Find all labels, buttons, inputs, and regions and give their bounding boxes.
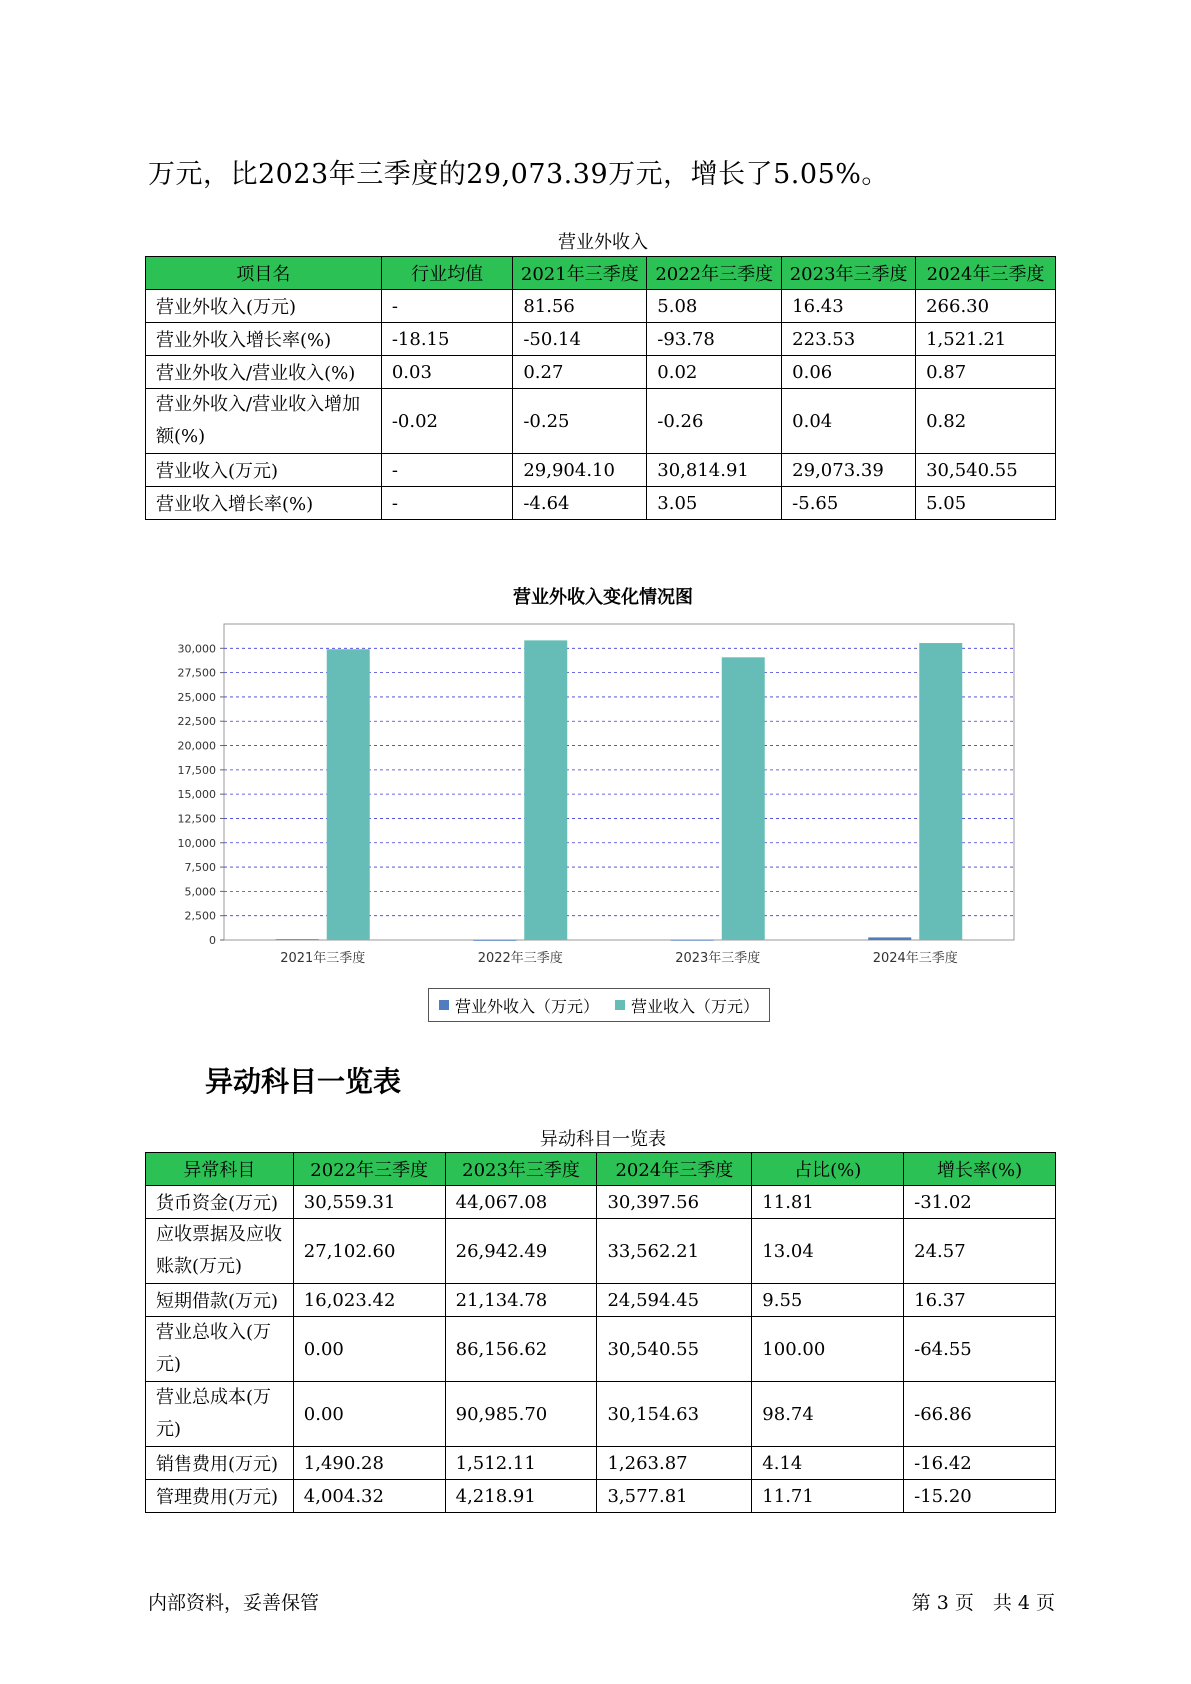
table1-caption: 营业外收入 xyxy=(558,232,648,253)
bar-operating-revenue xyxy=(524,640,567,940)
table-cell: -5.65 xyxy=(782,487,916,520)
table-cell: 0.27 xyxy=(513,356,647,389)
table-cell: 0.87 xyxy=(916,356,1056,389)
y-tick-label: 0 xyxy=(209,934,216,947)
y-tick-label: 25,000 xyxy=(177,690,216,704)
legend-item xyxy=(439,994,599,1017)
table-cell: 0.03 xyxy=(381,356,513,389)
x-tick-label: 2023年三季度 xyxy=(675,951,761,966)
table-cell: -66.86 xyxy=(904,1382,1056,1447)
table-cell: 29,073.39 xyxy=(782,454,916,487)
table-cell: - xyxy=(381,290,513,323)
table-cell: 24.57 xyxy=(904,1219,1056,1284)
y-tick-label: 15,000 xyxy=(177,788,216,802)
y-tick-label: 12,500 xyxy=(177,812,216,826)
table-cell: 223.53 xyxy=(782,323,916,356)
table-cell: 16,023.42 xyxy=(293,1284,445,1317)
bar-nonoperating-income xyxy=(868,937,911,940)
table2-caption: 异动科目一览表 xyxy=(540,1129,666,1150)
chart-title: 营业外收入变化情况图 xyxy=(513,587,693,608)
table-cell: 营业总成本(万元) xyxy=(146,1382,294,1447)
column-header: 2021年三季度 xyxy=(513,257,647,290)
table-cell: 30,154.63 xyxy=(597,1382,752,1447)
table-row xyxy=(146,323,1056,356)
table-cell: 27,102.60 xyxy=(293,1219,445,1284)
y-tick-label: 22,500 xyxy=(177,715,216,729)
table-cell: -15.20 xyxy=(904,1480,1056,1513)
y-tick-label: 20,000 xyxy=(177,739,216,753)
y-tick-label: 27,500 xyxy=(177,666,216,680)
table-cell: 货币资金(万元) xyxy=(146,1186,294,1219)
column-header: 占比(%) xyxy=(752,1153,904,1186)
table-cell: 营业外收入(万元) xyxy=(146,290,382,323)
table-cell: -18.15 xyxy=(381,323,513,356)
column-header: 2023年三季度 xyxy=(445,1153,597,1186)
table-cell: 3.05 xyxy=(647,487,782,520)
table-cell: 销售费用(万元) xyxy=(146,1447,294,1480)
y-tick-label: 5,000 xyxy=(184,885,216,899)
table-cell: 营业外收入/营业收入(%) xyxy=(146,356,382,389)
table-cell: -4.64 xyxy=(513,487,647,520)
bar-nonoperating-income xyxy=(671,940,714,941)
table-cell: -93.78 xyxy=(647,323,782,356)
table-cell: 24,594.45 xyxy=(597,1284,752,1317)
table-row xyxy=(146,454,1056,487)
bar-operating-revenue xyxy=(919,643,962,940)
table-cell: 1,521.21 xyxy=(916,323,1056,356)
table-row xyxy=(146,1382,1056,1447)
table-row xyxy=(146,1317,1056,1382)
table-cell: -0.02 xyxy=(381,389,513,454)
table-cell: 5.05 xyxy=(916,487,1056,520)
table-cell: 5.08 xyxy=(647,290,782,323)
table-cell: -50.14 xyxy=(513,323,647,356)
table-cell: 0.00 xyxy=(293,1382,445,1447)
table-cell: 4,004.32 xyxy=(293,1480,445,1513)
bar-nonoperating-income xyxy=(473,940,516,941)
table-cell: 0.00 xyxy=(293,1317,445,1382)
table-cell: 30,540.55 xyxy=(597,1317,752,1382)
y-tick-label: 7,500 xyxy=(184,861,216,875)
table-cell: 0.02 xyxy=(647,356,782,389)
table-cell: 1,512.11 xyxy=(445,1447,597,1480)
table-cell: 营业收入(万元) xyxy=(146,454,382,487)
table-cell: 30,814.91 xyxy=(647,454,782,487)
y-tick-label: 17,500 xyxy=(177,763,216,777)
table-row xyxy=(146,1480,1056,1513)
table-header-row xyxy=(146,1153,1056,1186)
table-cell: 应收票据及应收账款(万元) xyxy=(146,1219,294,1284)
table-row xyxy=(146,1447,1056,1480)
table-cell: 1,490.28 xyxy=(293,1447,445,1480)
table-cell: 0.04 xyxy=(782,389,916,454)
footer-page-number: 第 3 页 共 4 页 xyxy=(911,1592,1055,1614)
table-cell: -0.26 xyxy=(647,389,782,454)
bar-operating-revenue xyxy=(722,657,765,940)
bar-chart xyxy=(150,620,1030,980)
x-tick-label: 2022年三季度 xyxy=(477,951,563,966)
intro-paragraph: 万元，比2023年三季度的29,073.39万元，增长了5.05%。 xyxy=(148,159,889,190)
x-tick-label: 2021年三季度 xyxy=(280,951,366,966)
table-cell: - xyxy=(381,487,513,520)
table-cell: 266.30 xyxy=(916,290,1056,323)
table-row xyxy=(146,389,1056,454)
y-tick-label: 2,500 xyxy=(184,909,216,923)
column-header: 异常科目 xyxy=(146,1153,294,1186)
legend-swatch xyxy=(615,1000,625,1010)
table-row xyxy=(146,487,1056,520)
column-header: 2022年三季度 xyxy=(647,257,782,290)
legend-item xyxy=(615,994,759,1017)
table-cell: 0.82 xyxy=(916,389,1056,454)
table-cell: -0.25 xyxy=(513,389,647,454)
table-cell: 0.06 xyxy=(782,356,916,389)
table-cell: -16.42 xyxy=(904,1447,1056,1480)
table-cell: 1,263.87 xyxy=(597,1447,752,1480)
bar-nonoperating-income xyxy=(276,939,319,940)
table-cell: 33,562.21 xyxy=(597,1219,752,1284)
abnormal-items-table xyxy=(145,1152,1056,1513)
bar-operating-revenue xyxy=(327,649,370,940)
table-cell: 30,559.31 xyxy=(293,1186,445,1219)
nonoperating-income-table xyxy=(145,256,1056,520)
legend-label: 营业外收入（万元） xyxy=(455,996,600,1016)
table-cell: - xyxy=(381,454,513,487)
table-cell: 86,156.62 xyxy=(445,1317,597,1382)
table-row xyxy=(146,1284,1056,1317)
table-cell: 30,397.56 xyxy=(597,1186,752,1219)
table-cell: 44,067.08 xyxy=(445,1186,597,1219)
y-tick-label: 30,000 xyxy=(177,642,216,656)
chart-legend xyxy=(428,988,770,1022)
table-cell: -64.55 xyxy=(904,1317,1056,1382)
footer-confidential-note: 内部资料，妥善保管 xyxy=(148,1592,320,1614)
table-cell: 9.55 xyxy=(752,1284,904,1317)
table-cell: 16.43 xyxy=(782,290,916,323)
table-cell: 营业总收入(万元) xyxy=(146,1317,294,1382)
table-cell: 30,540.55 xyxy=(916,454,1056,487)
table-row xyxy=(146,356,1056,389)
column-header: 2022年三季度 xyxy=(293,1153,445,1186)
column-header: 项目名 xyxy=(146,257,382,290)
table-cell: 营业收入增长率(%) xyxy=(146,487,382,520)
table-cell: 营业外收入增长率(%) xyxy=(146,323,382,356)
table-row xyxy=(146,1186,1056,1219)
table-cell: 81.56 xyxy=(513,290,647,323)
table-cell: 4.14 xyxy=(752,1447,904,1480)
y-tick-label: 10,000 xyxy=(177,836,216,850)
column-header: 2024年三季度 xyxy=(597,1153,752,1186)
table-cell: 90,985.70 xyxy=(445,1382,597,1447)
table-cell: 21,134.78 xyxy=(445,1284,597,1317)
column-header: 增长率(%) xyxy=(904,1153,1056,1186)
x-tick-label: 2024年三季度 xyxy=(872,951,958,966)
legend-swatch xyxy=(439,1000,449,1010)
table-row xyxy=(146,1219,1056,1284)
table-cell: 26,942.49 xyxy=(445,1219,597,1284)
section-heading: 异动科目一览表 xyxy=(205,1065,402,1098)
table-cell: 11.81 xyxy=(752,1186,904,1219)
table-cell: 16.37 xyxy=(904,1284,1056,1317)
table-row xyxy=(146,290,1056,323)
table-header-row xyxy=(146,257,1056,290)
table-cell: 11.71 xyxy=(752,1480,904,1513)
table-cell: 100.00 xyxy=(752,1317,904,1382)
table-cell: 4,218.91 xyxy=(445,1480,597,1513)
table-cell: 98.74 xyxy=(752,1382,904,1447)
table-cell: -31.02 xyxy=(904,1186,1056,1219)
table-cell: 营业外收入/营业收入增加额(%) xyxy=(146,389,382,454)
column-header: 2024年三季度 xyxy=(916,257,1056,290)
table-cell: 管理费用(万元) xyxy=(146,1480,294,1513)
column-header: 行业均值 xyxy=(381,257,513,290)
table-cell: 短期借款(万元) xyxy=(146,1284,294,1317)
table-cell: 29,904.10 xyxy=(513,454,647,487)
table-cell: 13.04 xyxy=(752,1219,904,1284)
column-header: 2023年三季度 xyxy=(782,257,916,290)
table-cell: 3,577.81 xyxy=(597,1480,752,1513)
legend-label: 营业收入（万元） xyxy=(631,996,760,1016)
